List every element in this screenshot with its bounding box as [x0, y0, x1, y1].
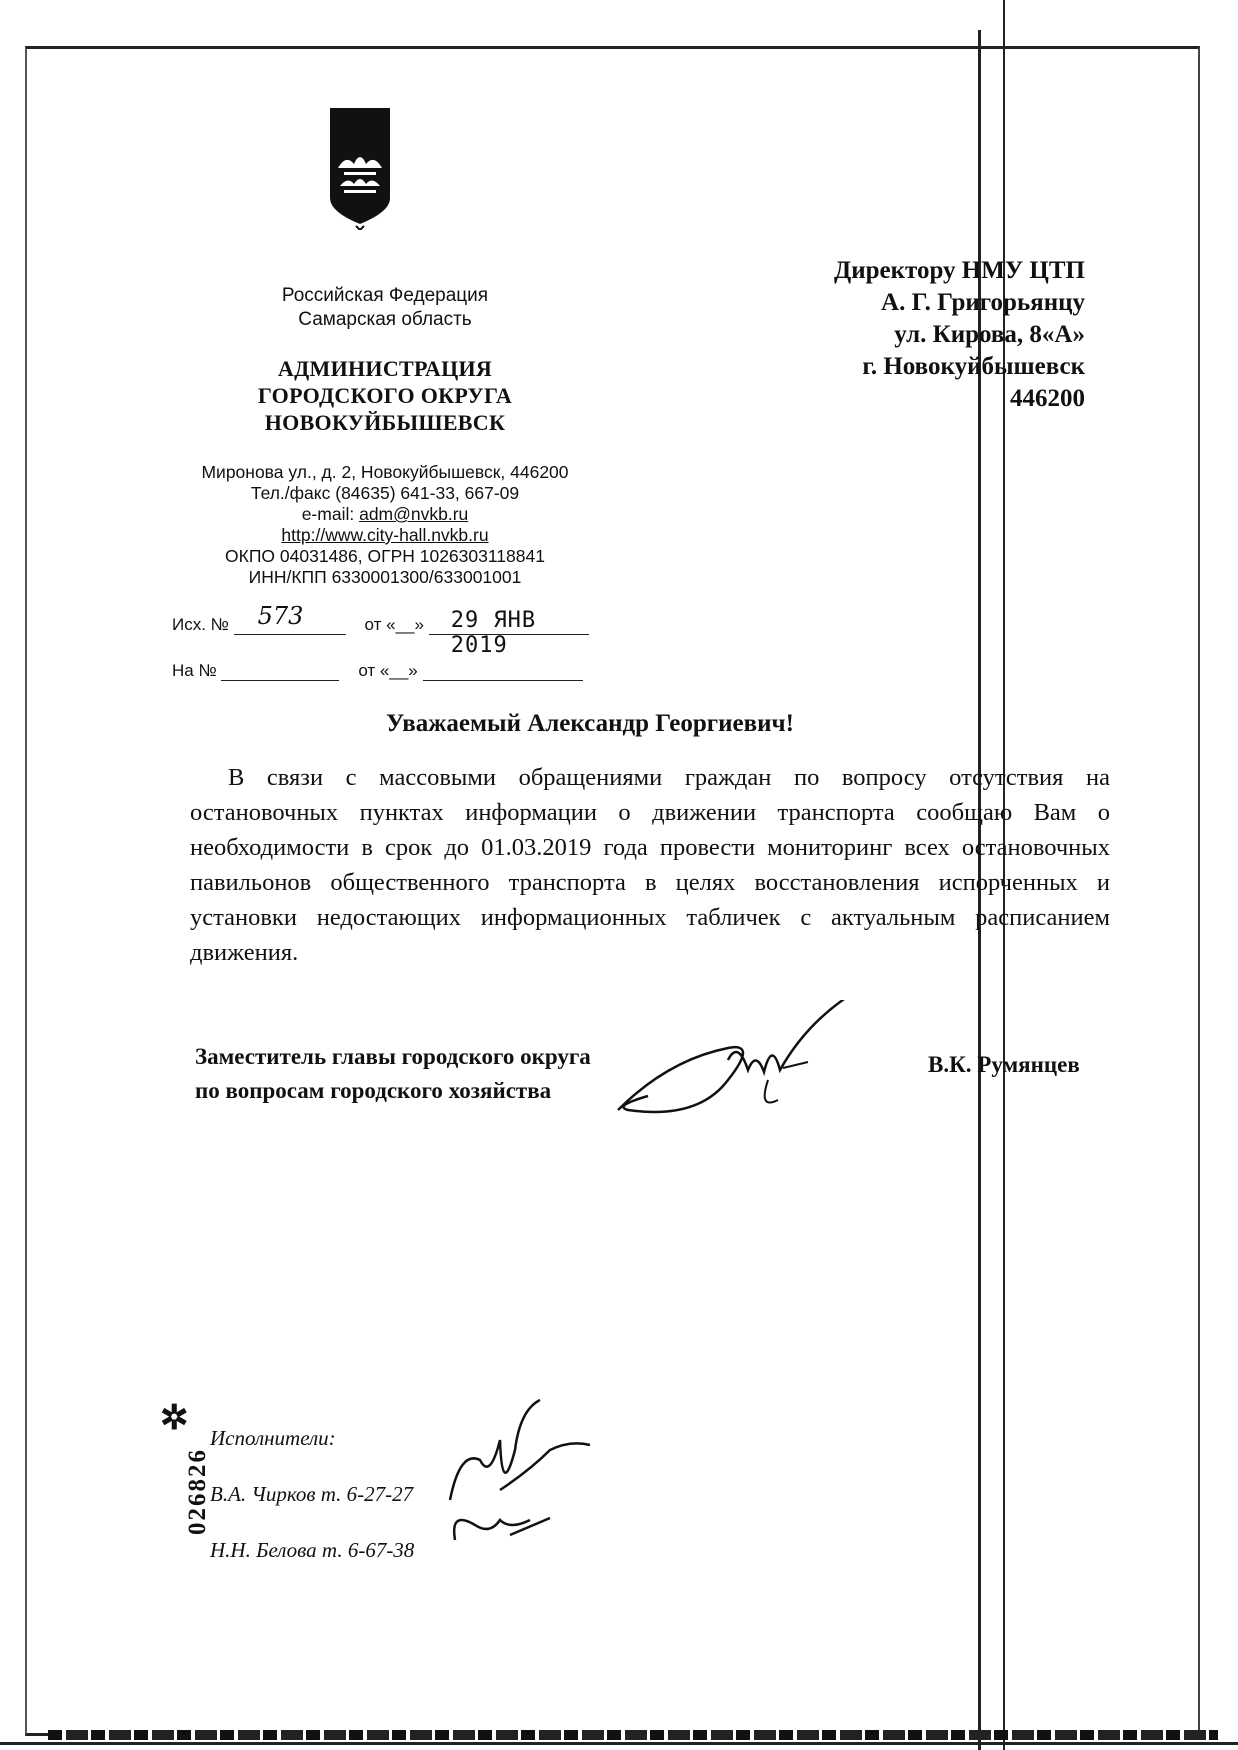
letterhead-admin-title	[215, 355, 555, 436]
letter-body: В связи с массовыми обращениями граждан по вопросу отсутствия на остановочных пунктах информации о движении транспорта сообщаю Вам о необходимости в срок до 01.03.2019 года провести мониторинг всех остановочных павильонов общественного транспорта в целях восстановления испорченных и установки недостающих информационных табличек с актуальным расписанием движения.	[190, 764, 1110, 966]
admin-line-3: НОВОКУЙБЫШЕВСК	[264, 410, 506, 435]
addressee-line-1: Директору НМУ ЦТП	[834, 257, 1085, 284]
signatory-title-line-2: по вопросам городского хозяйства	[195, 1078, 552, 1103]
executor-signatures	[440, 1390, 600, 1550]
email-label: e-mail:	[301, 504, 355, 524]
outgoing-number: 573	[257, 602, 304, 630]
addressee-line-3: ул. Кирова, 8«А»	[894, 321, 1085, 348]
admin-line-1: АДМИНИСТРАЦИЯ	[277, 356, 493, 381]
website-link[interactable]: http://www.city-hall.nvkb.ru	[281, 525, 489, 545]
letterhead-contacts	[160, 462, 610, 588]
country-name: Российская Федерация	[281, 285, 489, 306]
incoming-label: На №	[172, 661, 217, 680]
addressee-line-2: А. Г. Григорьянцу	[881, 289, 1085, 316]
addressee-line-4: г. Новокуйбышевск	[862, 353, 1085, 380]
incoming-date-field	[423, 660, 583, 681]
okpo: ОКПО 04031486, ОГРН 1026303118841	[225, 546, 545, 566]
outgoing-label: Исх. №	[172, 615, 229, 634]
region-name: Самарская область	[298, 309, 472, 330]
letterhead-country-region	[220, 284, 550, 332]
asterisk-mark: ✲	[160, 1400, 189, 1437]
outgoing-from-label: от «__»	[364, 615, 424, 634]
city-emblem-icon	[328, 106, 392, 230]
address: Миронова ул., д. 2, Новокуйбышевск, 446200	[201, 462, 569, 482]
signatory-name: В.К. Румянцев	[928, 1052, 1080, 1077]
scan-line-horizontal	[0, 1742, 1238, 1745]
executors-label: Исполнители:	[210, 1426, 336, 1450]
phone: Тел./факс (84635) 641-33, 667-09	[250, 483, 520, 503]
signature	[608, 1000, 848, 1130]
outgoing-date-field	[429, 608, 589, 658]
signatory-title-line-1: Заместитель главы городского округа	[195, 1044, 591, 1069]
date-stamp: 29 ЯНВ 2019	[450, 608, 537, 658]
incoming-from-label: от «__»	[358, 661, 418, 680]
incoming-number-field	[221, 660, 339, 681]
greeting: Уважаемый Александр Георгиевич!	[386, 710, 794, 737]
email-link[interactable]: adm@nvkb.ru	[359, 504, 469, 524]
addressee-line-5: 446200	[1010, 385, 1085, 412]
executor-2: Н.Н. Белова т. 6-67-38	[210, 1538, 415, 1562]
serial-number: 026826	[184, 1448, 211, 1535]
scan-noise-strip	[48, 1730, 1218, 1740]
signatory-title	[195, 1040, 591, 1108]
addressee-block	[780, 255, 1085, 415]
outgoing-number-row	[172, 602, 589, 658]
executors-block	[210, 1410, 414, 1578]
outgoing-number-field	[234, 602, 346, 635]
admin-line-2: ГОРОДСКОГО ОКРУГА	[257, 383, 513, 408]
email-row	[160, 504, 610, 525]
incoming-number-row	[172, 660, 583, 681]
executor-1: В.А. Чирков т. 6-27-27	[210, 1482, 414, 1506]
inn: ИНН/КПП 6330001300/633001001	[248, 567, 522, 587]
